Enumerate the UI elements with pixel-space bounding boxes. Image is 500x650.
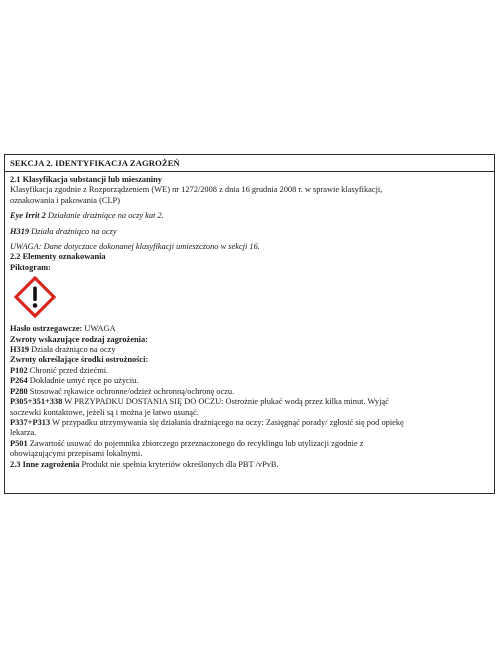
precaution-text: Zawartość usuwać do pojemnika zbiorczego przeznaczonego do recyklingu lub utylizacji zgodnie z (27, 438, 364, 448)
precaution-code: P337+P313 (10, 417, 51, 427)
safety-data-sheet-section (4, 154, 495, 494)
classification-h319 (10, 227, 490, 237)
precaution-p337-cont: lekarza. (10, 428, 37, 438)
precaution-text: Chronić przed dziećmi. (27, 365, 109, 375)
hazard-desc: Działa drażniąco na oczy (29, 226, 117, 236)
hazard-statement-text: Działa drażniąco na oczy (29, 345, 116, 355)
hazard-statements-label: Zwroty wskazujące rodzaj zagrożenia: (10, 334, 148, 344)
classification-code: Eye Irrit 2 (10, 211, 46, 221)
heading-2-1: 2.1 Klasyfikacja substancji lub mieszaniny (10, 175, 162, 184)
section-title: SEKCJA 2. IDENTYFIKACJA ZAGROŻEŃ (5, 155, 494, 172)
hazard-code: H319 (10, 226, 30, 236)
signal-word-row (10, 324, 490, 334)
precaution-p501-cont: obowiązującymi przepisami lokalnymi. (10, 449, 143, 459)
hazard-statement-h319 (10, 345, 490, 355)
precaution-p305-cont: soczewki kontaktowe, jeżeli są i można je łatwo usunąć. (10, 407, 199, 417)
precaution-text: W przypadku utrzymywania się działania drażniącego na oczy: Zasięgnąć porady/ zgłosić się pod opiekę (50, 417, 404, 427)
classification-text-1: Klasyfikacja zgodnie z Rozporządzeniem (WE) nr 1272/2008 z dnia 16 grudnia 2008 r. w sprawie klasyfikacji, (10, 185, 383, 195)
precaution-p305 (10, 397, 490, 407)
ghs07-exclamation-icon (14, 276, 56, 318)
other-hazards-text: Produkt nie spełnia kryteriów określonych dla PBT /vPvB. (79, 459, 279, 469)
precaution-code: P280 (10, 386, 28, 396)
precaution-code: P102 (10, 365, 28, 375)
precaution-text: Stosować rękawice ochronne/odzież ochronną/ochronę oczu. (27, 386, 235, 396)
classification-desc: Działanie drażniące na oczy kat 2. (45, 211, 164, 221)
signal-word-label: Hasło ostrzegawcze: (10, 324, 83, 334)
classification-text-2: oznakowania i pakowania (CLP) (10, 195, 121, 205)
precaution-code: P264 (10, 376, 28, 386)
precaution-p501 (10, 439, 490, 449)
precaution-p337 (10, 418, 490, 428)
precaution-text: W PRZYPADKU DOSTANIA SIĘ DO OCZU: Ostrożnie płukać wodą przez kilka minut. Wyjąć (62, 397, 389, 407)
precaution-code: P305+351+338 (10, 397, 63, 407)
signal-word-value: UWAGA (82, 324, 116, 334)
other-hazards-row (10, 460, 490, 470)
precaution-text: Dokładnie umyć ręce po użyciu. (27, 376, 139, 386)
hazard-statement-code: H319 (10, 345, 30, 355)
precaution-p102 (10, 366, 490, 376)
precaution-code: P501 (10, 438, 28, 448)
precaution-p264 (10, 376, 490, 386)
classification-note: UWAGA: Dane dotyczace dokonanej klasyfikacji umieszczono w sekcji 16. (10, 242, 260, 252)
precautionary-statements-label: Zwroty określające środki ostrożności: (10, 355, 149, 365)
heading-2-3: 2.3 Inne zagrożenia (10, 459, 80, 469)
classification-eye-irrit (10, 211, 490, 221)
section-body (5, 172, 494, 470)
precaution-p280 (10, 387, 490, 397)
heading-2-2: 2.2 Elementy oznakowania (10, 252, 106, 262)
pictogram-label: Piktogram: (10, 262, 51, 272)
